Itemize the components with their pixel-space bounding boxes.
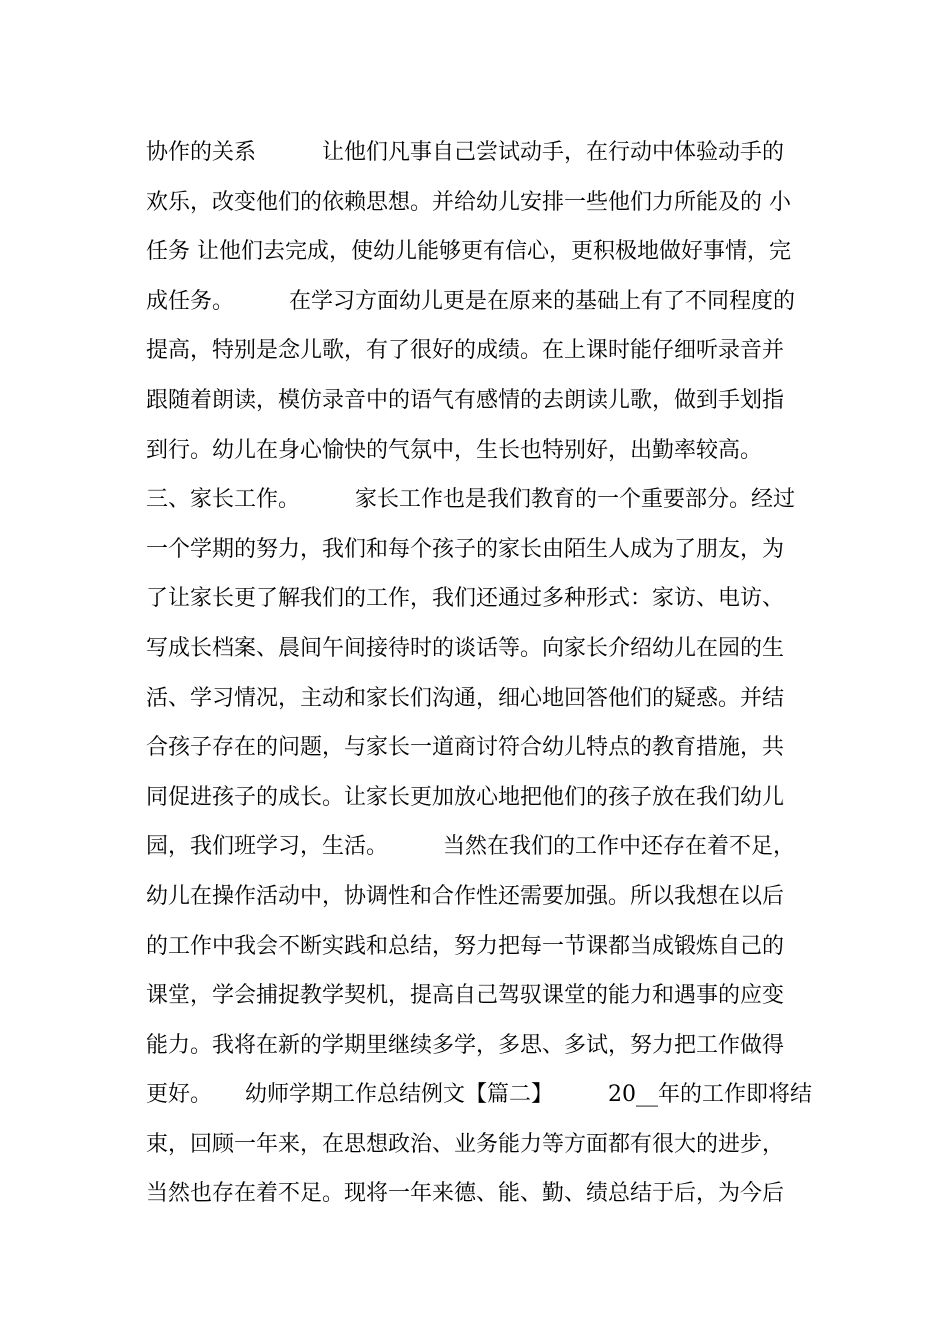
text-line: 协作的关系 让他们凡事自己尝试动手，在行动中体验动手的 [146, 140, 785, 165]
body-text [146, 128, 816, 1219]
text-line: 任务 让他们去完成，使幼儿能够更有信心，更积极地做好事情，完 [146, 239, 791, 265]
text-line: 了让家长更了解我们的工作，我们还通过多种形式：家访、电访、 [146, 586, 785, 612]
text-line: 同促进孩子的成长。让家长更加放心地把他们的孩子放在我们幼儿 [146, 784, 785, 810]
text-line: 一个学期的努力，我们和每个孩子的家长由陌生人成为了朋友，为 [146, 536, 785, 562]
text-line: 当然也存在着不足。现将一年来德、能、勤、绩总结于后，为今后 [146, 1181, 785, 1207]
text-line: 园，我们班学习，生活。 当然在我们的工作中还存在着不足， [146, 834, 796, 860]
text-line: 活、学习情况，主动和家长们沟通，细心地回答他们的疑惑。并结 [146, 685, 785, 711]
text-line: 跟随着朗读，模仿录音中的语气有感情的去朗读儿歌，做到手划指 [146, 387, 785, 413]
text-line: 到行。幼儿在身心愉快的气氛中，生长也特别好，出勤率较高。 [146, 437, 763, 463]
text-line: 写成长档案、晨间午间接待时的谈话等。向家长介绍幼儿在园的生 [146, 635, 785, 661]
text-line: 幼儿在操作活动中，协调性和合作性还需要加强。所以我想在以后 [146, 883, 785, 909]
text-line: 的工作中我会不断实践和总结，努力把每一节课都当成锻炼自己的 [146, 933, 785, 959]
text-line: 提高，特别是念儿歌，有了很好的成绩。在上课时能仔细听录音并 [146, 338, 785, 364]
text-line: 合孩子存在的问题，与家长一道商讨符合幼儿特点的教育措施，共 [146, 735, 785, 761]
text-line: 能力。我将在新的学期里继续多学，多思、多试，努力把工作做得 [146, 1032, 785, 1058]
text-line: 课堂，学会捕捉教学契机，提高自己驾驭课堂的能力和遇事的应变 [146, 983, 785, 1009]
text-line: 三、家长工作。 家长工作也是我们教育的一个重要部分。经过 [146, 487, 796, 513]
text-line: 欢乐，改变他们的依赖思想。并给幼儿安排一些他们力所能及的 小 [146, 189, 791, 215]
text-line: 成任务。 在学习方面幼儿更是在原来的基础上有了不同程度的 [146, 288, 796, 314]
text-line: 束，回顾一年来，在思想政治、业务能力等方面都有很大的进步， [146, 1131, 785, 1157]
text-line: 更好。 幼师学期工作总结例文【篇二】 20__年的工作即将结 [146, 1082, 812, 1108]
